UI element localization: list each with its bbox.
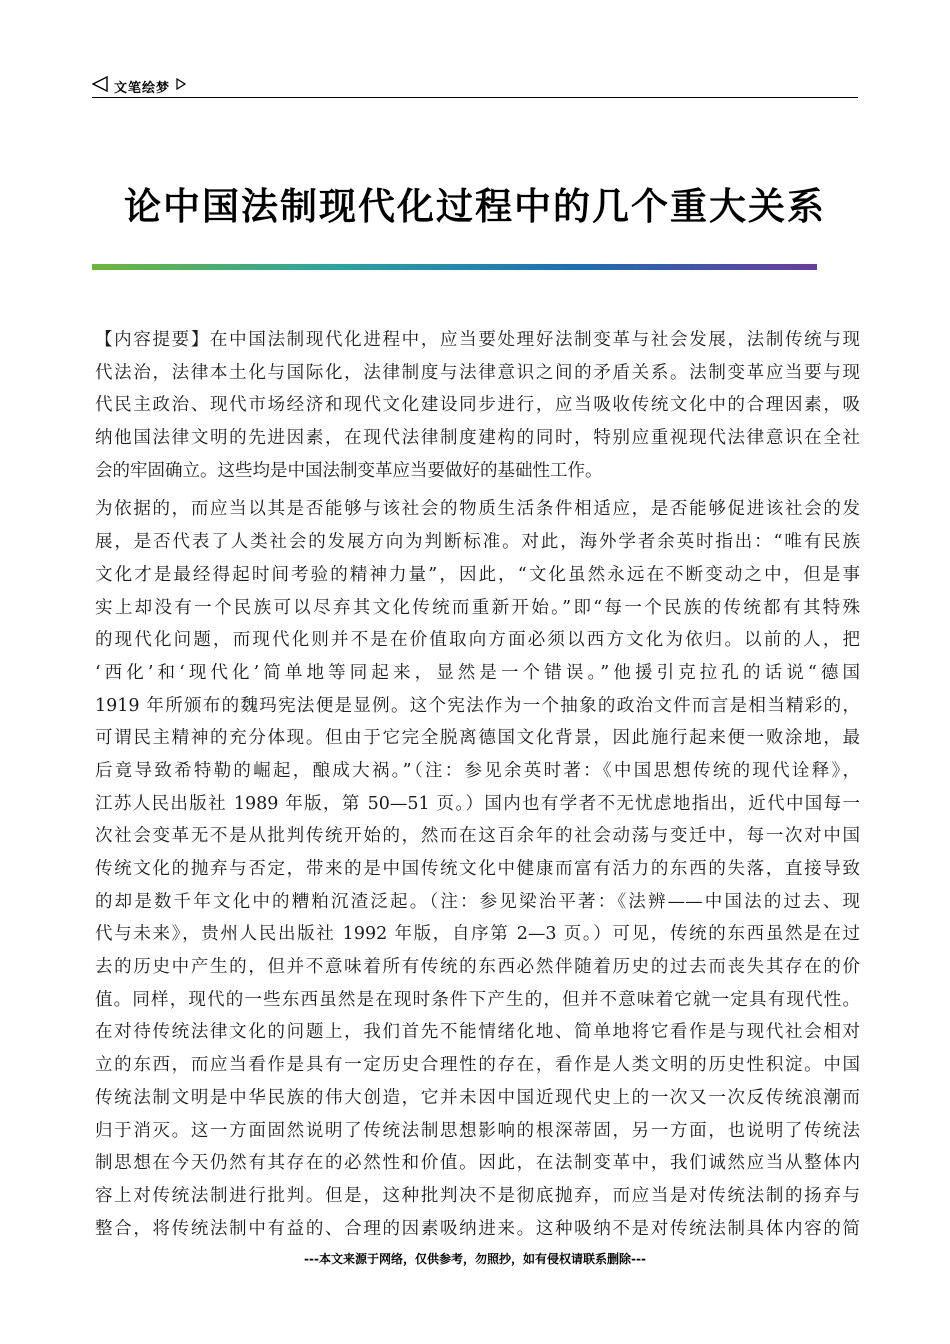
text-line: ‘西化’和‘现代化’简单地等同起来，显然是一个错误。”他援引克拉孔的话说“德国 [95, 662, 860, 683]
text-line: 值。同样，现代的一些东西虽然是在现时条件下产生的，但并不意味着它就一定具有现代性。 [95, 989, 860, 1010]
document-body [95, 324, 860, 1245]
document-title: 论中国法制现代化过程中的几个重大关系 [124, 185, 826, 228]
text-line: 的现代化问题，而现代化则并不是在价值取向方面必须以西方文化为依归。以前的人，把 [95, 630, 860, 651]
page-header [92, 72, 858, 98]
text-line: 后竟导致希特勒的崛起，酿成大祸。”（注：参见余英时著：《中国思想传统的现代诠释》， [95, 760, 860, 781]
text-line: 江苏人民出版社 1989 年版，第 50—51 页。）国内也有学者不无忧虑地指出，近代中国每一 [95, 793, 860, 814]
text-line: 容上对传统法制进行批判。但是，这种批判决不是彻底抛弃，而应当是对传统法制的扬弃与 [95, 1185, 860, 1206]
footer-disclaimer: ---本文来源于网络，仅供参考，勿照抄，如有侵权请联系删除--- [304, 1252, 646, 1266]
text-line: 为依据的，而应当以其是否能够与该社会的物质生活条件相适应，是否能够促进该社会的发 [95, 499, 860, 520]
text-line: 纳他国法律文明的先进因素，在现代法律制度建构的同时，特别应重视现代法律意识在全社 [95, 428, 860, 449]
text-line: 在对待传统法律文化的问题上，我们首先不能情绪化地、简单地将它看作是与现代社会相对 [95, 1022, 860, 1043]
text-line: 的却是数千年文化中的糟粕沉渣泛起。（注：参见梁治平著：《法辨——中国法的过去、现 [95, 891, 860, 912]
text-line: 【内容提要】在中国法制现代化进程中，应当要处理好法制变革与社会发展，法制传统与现 [95, 330, 860, 350]
text-line: 制思想在今天仍然有其存在的必然性和价值。因此，在法制变革中，我们诚然应当从整体内 [95, 1153, 860, 1174]
text-line: 代法治，法律本土化与国际化，法律制度与法律意识之间的矛盾关系。法制变革应当要与现 [95, 362, 860, 383]
text-line: 整合，将传统法制中有益的、合理的因素吸纳进来。这种吸纳不是对传统法制具体内容的简 [95, 1218, 860, 1239]
abstract-paragraph [95, 324, 860, 487]
body-paragraph [95, 493, 860, 1245]
text-line: 文化才是最经得起时间考验的精神力量”，因此，“文化虽然永远在不断变动之中，但是事 [95, 564, 860, 585]
text-line: 传统文化的抛弃与否定，带来的是中国传统文化中健康而富有活力的东西的失落，直接导致 [95, 859, 860, 879]
text-line: 1919 年所颁布的魏玛宪法便是显例。这个宪法作为一个抽象的政治文件而言是相当精彩的， [95, 695, 860, 716]
triangle-right-outline-icon [176, 78, 186, 90]
text-line: 立的东西，而应当看作是具有一定历史合理性的存在，看作是人类文明的历史性积淀。中国 [95, 1055, 860, 1076]
triangle-left-outline-icon [92, 76, 108, 92]
text-line: 会的牢固确立。这些均是中国法制变革应当要做好的基础性工作。 [95, 460, 603, 481]
text-line: 可谓民主精神的充分体现。但由于它完全脱离德国文化背景，因此施行起来便一败涂地，最 [95, 728, 860, 749]
text-line: 归于消灭。这一方面固然说明了传统法制思想影响的根深蒂固，另一方面，也说明了传统法 [95, 1120, 860, 1141]
text-line: 去的历史中产生的，但并不意味着所有传统的东西必然伴随着历史的过去而丧失其存在的价 [95, 957, 860, 978]
text-line: 展，是否代表了人类社会的发展方向为判断标准。对此，海外学者余英时指出：“唯有民族 [95, 532, 860, 553]
text-line: 传统法制文明是中华民族的伟大创造，它并未因中国近现代史上的一次又一次反传统浪潮而 [95, 1087, 860, 1108]
text-line: 代民主政治、现代市场经济和现代文化建设同步进行，应当吸收传统文化中的合理因素，吸 [95, 395, 860, 416]
text-line: 次社会变革无不是从批判传统开始的，然而在这百余年的社会动荡与变迁中，每一次对中国 [95, 826, 860, 847]
text-line: 实上却没有一个民族可以尽弃其文化传统而重新开始。”即“每一个民族的传统都有其特殊 [95, 597, 860, 618]
text-line: 代与未来》，贵州人民出版社 1992 年版，自序第 2—3 页。）可见，传统的东西虽然是在过 [95, 924, 860, 945]
title-divider [92, 264, 817, 270]
header-brand: 文笔绘梦 [114, 81, 171, 96]
